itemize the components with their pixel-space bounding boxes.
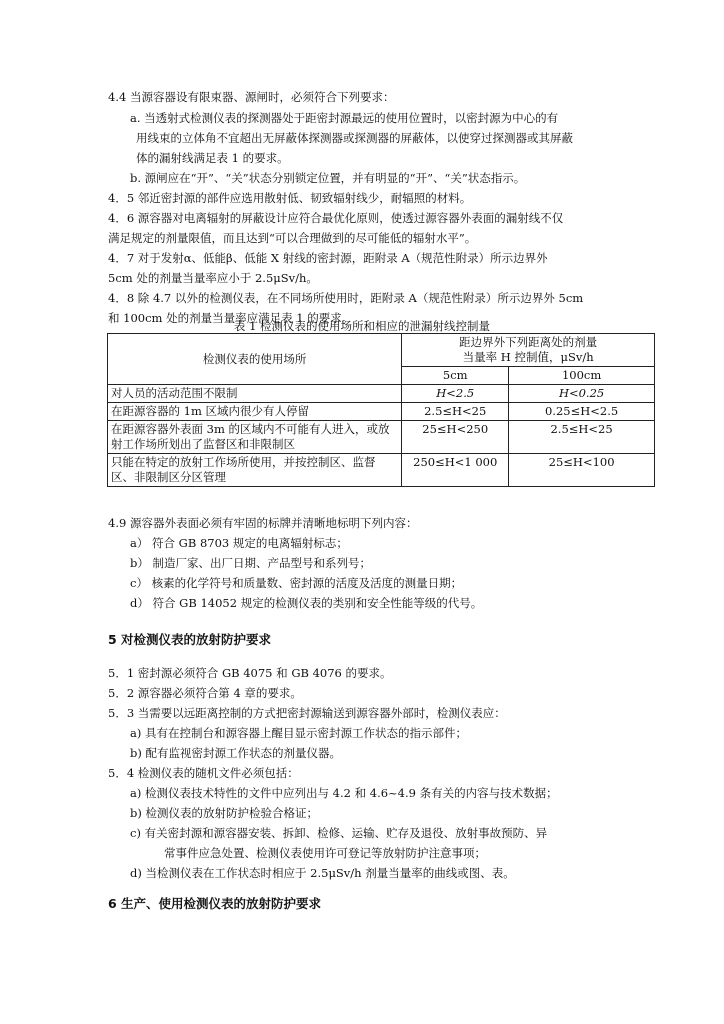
para-4-4-a-line3: 体的漏射线满足表 1 的要求。 (136, 151, 289, 165)
row-value-100cm: 0.25≤H<2.5 (509, 403, 655, 421)
para-5-4-c-line1: c) 有关密封源和源容器安装、拆卸、检修、运输、贮存及退役、放射事故预防、异 (130, 826, 548, 840)
section-6-heading: 6 生产、使用检测仪表的放射防护要求 (108, 896, 322, 911)
row-value-5cm: 250≤H<1 000 (402, 454, 509, 487)
para-4-5: 4．5 邻近密封源的部件应选用散射低、韧致辐射线少，耐辐照的材料。 (108, 191, 472, 205)
para-4-9-d: d） 符合 GB 14052 规定的检测仪表的类别和安全性能等级的代号。 (130, 596, 483, 610)
row-place: 只能在特定的放射工作场所使用，并按控制区、监督区、非限制区分区管理 (108, 454, 402, 487)
para-4-7-line2: 5cm 处的剂量当量率应小于 2.5μSv/h。 (108, 271, 318, 285)
table-row (108, 421, 655, 454)
row-value-100cm: 25≤H<100 (509, 454, 655, 487)
row-place: 在距源容器外表面 3m 的区域内不可能有人进入，或放射工作场所划出了监督区和非限制区 (108, 421, 402, 454)
section-5-heading: 5 对检测仪表的放射防护要求 (108, 632, 272, 647)
row-place: 在距源容器的 1m 区域内很少有人停留 (108, 403, 402, 421)
row-place: 对人员的活动范围不限制 (108, 385, 402, 403)
para-4-7-line1: 4．7 对于发射α、低能β、低能 X 射线的密封源，距附录 A（规范性附录）所示边界外 (108, 251, 548, 265)
para-5-4-d: d) 当检测仪表在工作状态时相应于 2.5μSv/h 剂量当量率的曲线或图、表。 (130, 866, 515, 880)
para-5-3-a: a) 具有在控制台和源容器上醒目显示密封源工作状态的指示部件； (130, 726, 467, 740)
para-5-1: 5．1 密封源必须符合 GB 4075 和 GB 4076 的要求。 (108, 666, 392, 680)
header-dose-rate-line1: 距边界外下列距离处的剂量 (459, 335, 598, 349)
row-value-5cm: 2.5≤H<25 (402, 403, 509, 421)
para-4-4-b: b. 源闸应在“开”、“关”状态分别锁定位置，并有明显的“开”、“关”状态指示。 (130, 171, 526, 185)
para-5-3: 5．3 当需要以远距离控制的方式把密封源输送到源容器外部时，检测仪表应： (108, 706, 506, 720)
para-4-9: 4.9 源容器外表面必须有牢固的标牌并清晰地标明下列内容： (108, 516, 418, 530)
header-5cm: 5cm (402, 367, 509, 385)
para-5-4: 5．4 检测仪表的随机文件必须包括： (108, 766, 299, 780)
para-4-8-line2: 和 100cm 处的剂量当量率应满足表 1 的要求。 (108, 311, 354, 325)
table-row (108, 403, 655, 421)
para-4-4-a-line1: a. 当透射式检测仪表的探测器处于距密封源最远的使用位置时，以密封源为中心的有 (130, 111, 559, 125)
para-5-4-a: a) 检测仪表技术特性的文件中应列出与 4.2 和 4.6~4.9 条有关的内容与技术数据； (130, 786, 558, 800)
para-4-9-a: a） 符合 GB 8703 规定的电离辐射标志； (130, 536, 348, 550)
row-value-100cm: H<0.25 (509, 385, 655, 403)
para-5-3-b: b) 配有监视密封源工作状态的剂量仪器。 (130, 746, 342, 760)
header-usage-place: 检测仪表的使用场所 (108, 334, 402, 385)
table-header-row (108, 334, 655, 367)
table-caption: 表 1 检测仪表的使用场所和相应的泄漏射线控制量 (233, 319, 491, 333)
para-4-9-c: c） 核素的化学符号和质量数、密封源的活度及活度的测量日期； (130, 576, 463, 590)
para-4-4-a-line2: 用线束的立体角不宜超出无屏蔽体探测器或探测器的屏蔽体，以使穿过探测器或其屏蔽 (136, 131, 573, 145)
header-100cm: 100cm (509, 367, 655, 385)
para-5-4-c-line2: 常事件应急处置、检测仪表使用许可登记等放射防护注意事项； (164, 846, 486, 860)
para-4-6-line2: 满足规定的剂量限值，而且达到“可以合理做到的尽可能低的辐射水平”。 (108, 231, 477, 245)
para-4-8-line1: 4．8 除 4.7 以外的检测仪表，在不同场所使用时，距附录 A（规范性附录）所示边界外 5cm (108, 291, 584, 305)
para-5-2: 5．2 源容器必须符合第 4 章的要求。 (108, 686, 302, 700)
para-4-4: 4.4 当源容器设有限束器、源闸时，必须符合下列要求： (108, 90, 395, 104)
header-dose-rate (402, 334, 655, 367)
row-value-100cm: 2.5≤H<25 (509, 421, 655, 454)
header-dose-rate-line2: 当量率 H 控制值，μSv/h (462, 350, 594, 364)
row-value-5cm: H<2.5 (402, 385, 509, 403)
para-4-6-line1: 4．6 源容器对电离辐射的屏蔽设计应符合最优化原则，使透过源容器外表面的漏射线不仅 (108, 211, 564, 225)
para-4-9-b: b） 制造厂家、出厂日期、产品型号和系列号； (130, 556, 372, 570)
row-value-5cm: 25≤H<250 (402, 421, 509, 454)
leakage-control-table (107, 333, 655, 487)
para-5-4-b: b) 检测仪表的放射防护检验合格证； (130, 806, 319, 820)
table-row (108, 454, 655, 487)
table-row (108, 385, 655, 403)
